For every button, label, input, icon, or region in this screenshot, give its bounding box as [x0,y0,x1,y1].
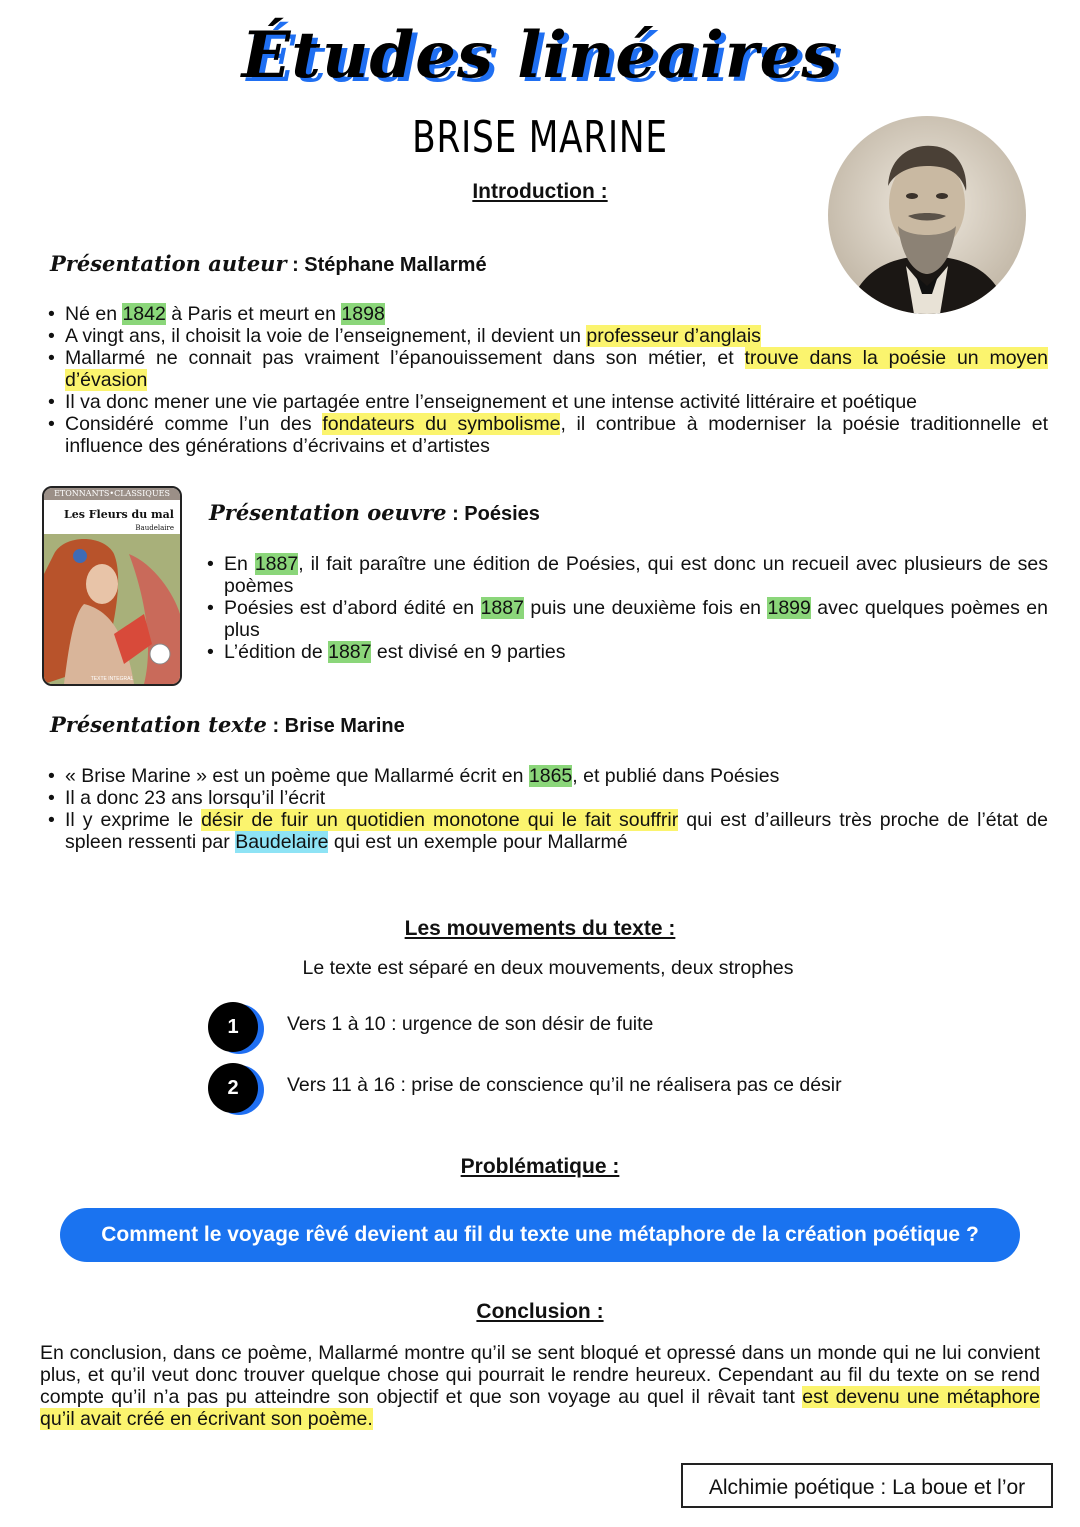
next-study-link[interactable]: Alchimie poétique : La boue et l’or [681,1463,1053,1508]
author-label: Présentation auteur [50,251,287,276]
movement-number-2: 2 [208,1063,258,1113]
text-run: puis une deuxième fois en [523,597,768,619]
work-section-label [209,500,540,526]
list-item [45,413,1048,457]
list-item [45,303,1048,325]
book-footer: TEXTE INTEGRAL [90,676,134,682]
book-author: Baudelaire [135,524,174,532]
conclusion-heading: Conclusion : [476,1300,604,1323]
highlighted-text: désir de fuir un quotidien monotone qui le fait souffrir [201,809,679,831]
problematique-heading: Problématique : [460,1155,620,1178]
movements-heading: Les mouvements du texte : [404,917,676,940]
book-series: ETONNANTS•CLASSIQUES [44,488,180,500]
text-section-label [50,712,405,738]
text-run: Considéré comme l’un des [65,413,323,435]
list-item [45,325,1048,347]
book-painting [44,534,180,684]
work-label: Présentation oeuvre [209,500,447,525]
highlighted-text: 1898 [341,303,385,325]
text-run: « Brise Marine » est un poème que Mallarmé écrit en [65,765,529,787]
highlighted-text: 1865 [528,765,573,787]
page-title: Études linéaires [241,18,839,93]
text-run: est divisé en 9 parties [371,641,566,663]
text-run: Mallarmé ne connait pas vraiment l’épanouissement dans son métier, et [65,347,745,369]
text-bullets [45,765,1048,853]
list-item [45,809,1048,853]
text-run: , et publié dans Poésies [572,765,780,787]
list-item [45,765,1048,787]
highlighted-text: trouve dans la poésie un moyen d’évasion [65,347,1048,391]
highlighted-text: 1887 [480,597,524,619]
problematique-question: Comment le voyage rêvé devient au fil du texte une métaphore de la création poétique ? [60,1208,1020,1262]
highlighted-text: 1887 [328,641,372,663]
author-name: : Stéphane Mallarmé [292,254,487,276]
highlighted-text: 1887 [254,553,299,575]
list-item [45,787,1048,809]
text-name: : Brise Marine [272,715,405,737]
text-run: A vingt ans, il choisit la voie de l’enseignement, il devient un [65,325,587,347]
text-run: Il va donc mener une vie partagée entre l’enseignement et une intense activité littéraire et poétique [65,391,918,413]
highlighted-text: est devenu une métaphore qu’il avait créé en écrivant son poème. [40,1386,1040,1430]
text-run: , il contribue à moderniser la poésie traditionnelle et influence des générations d’écrivains et d’artistes [65,413,1048,457]
movement-text-2: Vers 11 à 16 : prise de conscience qu’il ne réalisera pas ce désir [287,1074,842,1096]
text-run: L’édition de [224,641,329,663]
movement-number-1: 1 [208,1002,258,1052]
text-run: qui est d’ailleurs très proche de l’état de spleen ressenti par [65,809,1048,853]
page-subtitle: BRISE MARINE [412,112,668,163]
list-item [204,641,1048,663]
list-item [45,347,1048,391]
highlighted-text: fondateurs du symbolisme [322,413,561,435]
highlighted-text: Baudelaire [235,831,329,853]
work-bullets [204,553,1048,663]
list-item [45,391,1048,413]
author-bullets [45,303,1048,457]
list-item [204,597,1048,641]
list-item [204,553,1048,597]
text-run: , il fait paraître une édition de Poésies, qui est donc un recueil avec plusieurs de ses poèmes [224,553,1048,597]
text-run: Poésies est d’abord édité en [224,597,481,619]
movement-text-1: Vers 1 à 10 : urgence de son désir de fuite [287,1013,654,1035]
movements-intro: Le texte est séparé en deux mouvements, deux strophes [302,957,794,979]
work-name: : Poésies [452,503,540,525]
text-run: En [224,553,255,575]
book-title: Les Fleurs du mal [63,508,174,521]
text-run: qui est un exemple pour Mallarmé [328,831,628,853]
author-section-label [50,251,487,277]
text-run: à Paris et meurt en [165,303,342,325]
text-run: Il y exprime le [65,809,202,831]
introduction-heading: Introduction : [472,180,608,203]
text-run: En conclusion, dans ce poème, Mallarmé montre qu’il se sent bloqué et opressé dans un monde qui ne lui convient plus, et qu’il veut donc trouver quelque chose qui pourrait le rendre heureux. Cependant au fil du texte on se rend compte qu’il n’a pas pu atteindre son objectif et que son voyage au quel il rêvait tant [40,1342,1040,1408]
highlighted-text: 1899 [767,597,811,619]
author-portrait [828,116,1026,314]
text-run: Il a donc 23 ans lorsqu’il l’écrit [65,787,326,809]
conclusion-text [40,1342,1040,1430]
text-run: avec quelques poèmes en plus [224,597,1048,641]
highlighted-text: professeur d’anglais [586,325,761,347]
text-label: Présentation texte [50,712,267,737]
book-cover [42,486,182,686]
text-run: Né en [65,303,123,325]
highlighted-text: 1842 [122,303,166,325]
